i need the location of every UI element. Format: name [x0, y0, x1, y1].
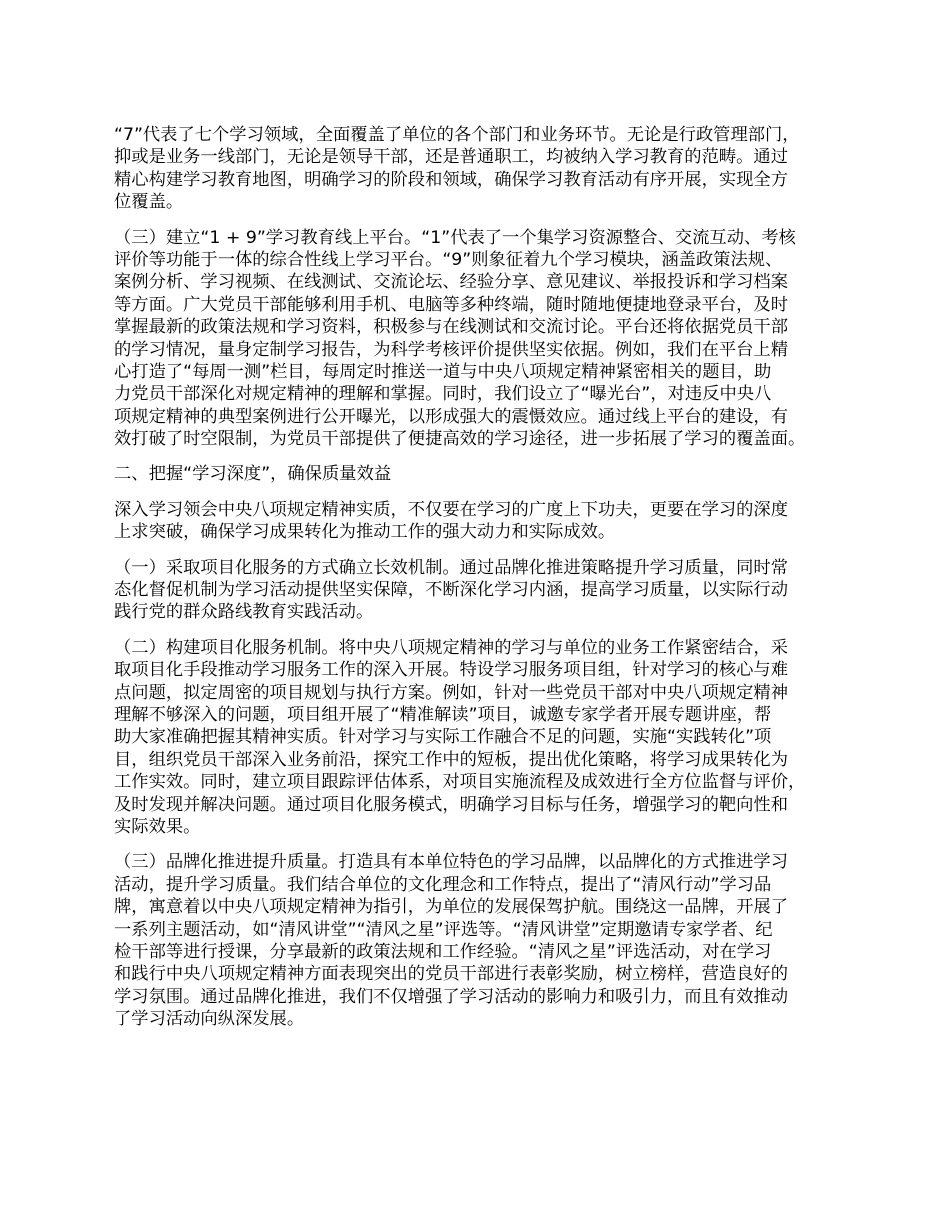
- paragraph-project-service: [114, 637, 859, 839]
- text-line: 一系列主题活动，如“清风讲堂”“清风之星”评选等。“清风讲堂”定期邀请专家学者、纪: [114, 919, 773, 940]
- text-line: 学习氛围。通过品牌化推进，我们不仅增强了学习活动的影响力和吸引力，而且有效推动: [114, 986, 788, 1007]
- text-line: 牌，寓意着以中央八项规定精神为指引，为单位的发展保驾护航。围绕这一品牌，开展了: [114, 897, 788, 918]
- text-line: 助大家准确把握其精神实质。针对学习与实际工作融合不足的问题，实施“实践转化”项: [114, 727, 772, 748]
- paragraph-seven-domains: [114, 124, 859, 214]
- paragraph-long-term-mechanism: [114, 557, 859, 624]
- text-line: 掌握最新的政策法规和学习资料，积极参与在线测试和交流讨论。平台还将依据党员干部: [114, 317, 788, 338]
- text-line: 及时发现并解决问题。通过项目化服务模式，明确学习目标与任务，增强学习的靶向性和: [114, 794, 788, 815]
- paragraph-brand-promotion: [114, 851, 859, 1030]
- text-line: 效打破了时空限制，为党员干部提供了便捷高效的学习途径，进一步拓展了学习的覆盖面。: [114, 429, 806, 450]
- section-heading: 二、把握“学习深度”，确保质量效益: [114, 464, 392, 485]
- text-line: 力党员干部深化对规定精神的理解和掌握。同时，我们设立了“曝光台”，对违反中央八: [114, 384, 772, 405]
- text-line: 实际效果。: [114, 816, 201, 837]
- text-line: 的学习情况，量身定制学习报告，为科学考核评价提供坚实依据。例如，我们在平台上精: [114, 339, 788, 360]
- text-line: 践行党的群众路线教育实践活动。: [114, 602, 374, 623]
- text-line: 深入学习领会中央八项规定精神实质，不仅要在学习的广度上下功夫，更要在学习的深度: [114, 499, 788, 520]
- text-line: 取项目化手段推动学习服务工作的深入开展。特设学习服务项目组，针对学习的核心与难: [114, 660, 788, 681]
- text-line: （一）采取项目化服务的方式确立长效机制。通过品牌化推进策略提升学习质量，同时常: [114, 557, 788, 578]
- text-line: 工作实效。同时，建立项目跟踪评估体系，对项目实施流程及成效进行全方位监督与评价，: [114, 772, 806, 793]
- text-line: 抑或是业务一线部门，无论是领导干部，还是普通职工，均被纳入学习教育的范畴。通过: [114, 147, 788, 168]
- text-line: 点问题，拟定周密的项目规划与执行方案。例如，针对一些党员干部对中央八项规定精神: [114, 682, 788, 703]
- text-line: 位覆盖。: [114, 192, 184, 213]
- text-line: 案例分析、学习视频、在线测试、交流论坛、经验分享、意见建议、举报投诉和学习档案: [114, 272, 788, 293]
- text-line: 理解不够深入的问题，项目组开展了“精准解读”项目，诚邀专家学者开展专题讲座，帮: [114, 704, 772, 725]
- text-line: 等方面。广大党员干部能够利用手机、电脑等多种终端，随时随地便捷地登录平台，及时: [114, 294, 788, 315]
- text-line: 心打造了“每周一测”栏目，每周定时推送一道与中央八项规定精神紧密相关的题目，助: [114, 361, 772, 382]
- text-line: （二）构建项目化服务机制。将中央八项规定精神的学习与单位的业务工作紧密结合，采: [114, 637, 788, 658]
- text-line: 检干部等进行授课，分享最新的政策法规和工作经验。“清风之星”评选活动，对在学习: [114, 941, 772, 962]
- text-line: （三）建立“1 + 9”学习教育线上平台。“1”代表了一个集学习资源整合、交流互动、考核: [114, 227, 796, 248]
- paragraph-online-platform: [114, 227, 859, 451]
- text-line: 精心构建学习教育地图，明确学习的阶段和领域，确保学习教育活动有序开展，实现全方: [114, 169, 788, 190]
- text-line: 态化督促机制为学习活动提供坚实保障，不断深化学习内涵，提高学习质量，以实际行动: [114, 580, 788, 601]
- section-heading-learning-depth: [114, 463, 859, 485]
- text-line: 目，组织党员干部深入业务前沿，探究工作中的短板，提出优化策略，将学习成果转化为: [114, 749, 788, 770]
- text-line: “7”代表了七个学习领域，全面覆盖了单位的各个部门和业务环节。无论是行政管理部门，: [114, 125, 800, 145]
- text-line: 和践行中央八项规定精神方面表现突出的党员干部进行表彰奖励，树立榜样，营造良好的: [114, 964, 788, 985]
- text-line: 项规定精神的典型案例进行公开曝光，以形成强大的震慑效应。通过线上平台的建设，有: [114, 406, 788, 427]
- text-line: 了学习活动向纵深发展。: [114, 1009, 305, 1030]
- paragraph-depth-intro: [114, 499, 859, 544]
- text-line: （三）品牌化推进提升质量。打造具有本单位特色的学习品牌，以品牌化的方式推进学习: [114, 852, 788, 873]
- text-line: 活动，提升学习质量。我们结合单位的文化理念和工作特点，提出了“清风行动”学习品: [114, 874, 772, 895]
- text-line: 评价等功能于一体的综合性线上学习平台。“9”则象征着九个学习模块，涵盖政策法规、: [114, 249, 783, 270]
- text-line: 上求突破，确保学习成果转化为推动工作的强大动力和实际成效。: [114, 522, 616, 543]
- document-page: [114, 124, 859, 1043]
